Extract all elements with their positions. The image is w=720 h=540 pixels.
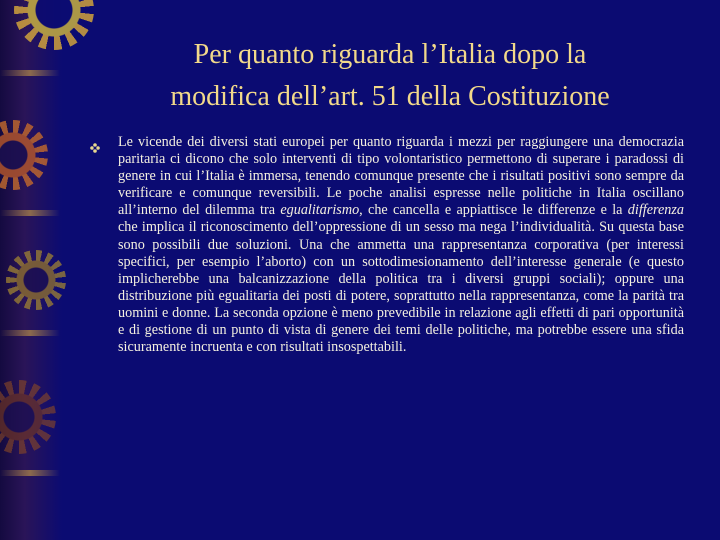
gear-icon bbox=[6, 250, 66, 310]
emphasis-egualitarismo: egualitarismo bbox=[280, 202, 360, 219]
light-streak bbox=[0, 210, 60, 216]
light-streak bbox=[0, 70, 60, 76]
body-text-part: Le vicende dei diversi stati europei per quanto riguarda i mezzi per raggiungere una democrazia paritaria ci dicono che solo interventi di tipo volontaristico permettono di superare i paradossi di genere in cui l’Italia è immersa, tenendo comunque presente che i risultati positivi sono sempre da verificare e comunque reversibili. Le poche analisi espresse nelle politiche in Italia oscillano all’interno del dilemma tra bbox=[118, 134, 684, 219]
title-line-1: Per quanto riguarda l’Italia dopo la bbox=[193, 39, 587, 70]
bullet-paragraph bbox=[118, 134, 684, 356]
light-streak bbox=[0, 330, 60, 336]
gear-icon bbox=[0, 120, 48, 190]
gear-icon bbox=[0, 380, 56, 454]
light-streak bbox=[0, 470, 60, 476]
flower-bullet-icon bbox=[90, 143, 100, 153]
decorative-strip bbox=[0, 0, 62, 540]
slide-title bbox=[90, 34, 690, 118]
body-text-part: che implica il riconoscimento dell’oppressione di un sesso ma nega l’individualità. Su questa base sono possibili due soluzioni. Una che ammetta una rappresentanza corporativa (per interessi specifici, per esempio l’aborto) con un sottodimesionamento dell’interesse generale (e questo implicherebbe una balcanizzazione della politica tra i diversi gruppi sociali); oppure una distribuzione più egualitaria dei posti di potere, soprattutto nella rappresentanza, come la parità tra uomini e donne. La seconda opzione è meno prevedibile in relazione agli effetti di pari opportunità e di gestione di un punto di vista di genere dei temi delle politiche, ma potrebbe essere una sfida sicuramente incruenta e con risultati insospettabili. bbox=[118, 219, 684, 356]
body-text-part: , che cancella e appiattisce le differenze e la bbox=[359, 202, 628, 219]
gear-icon bbox=[14, 0, 94, 50]
emphasis-differenza: differenza bbox=[627, 202, 685, 219]
title-line-2: modifica dell’art. 51 della Costituzione bbox=[170, 81, 610, 112]
